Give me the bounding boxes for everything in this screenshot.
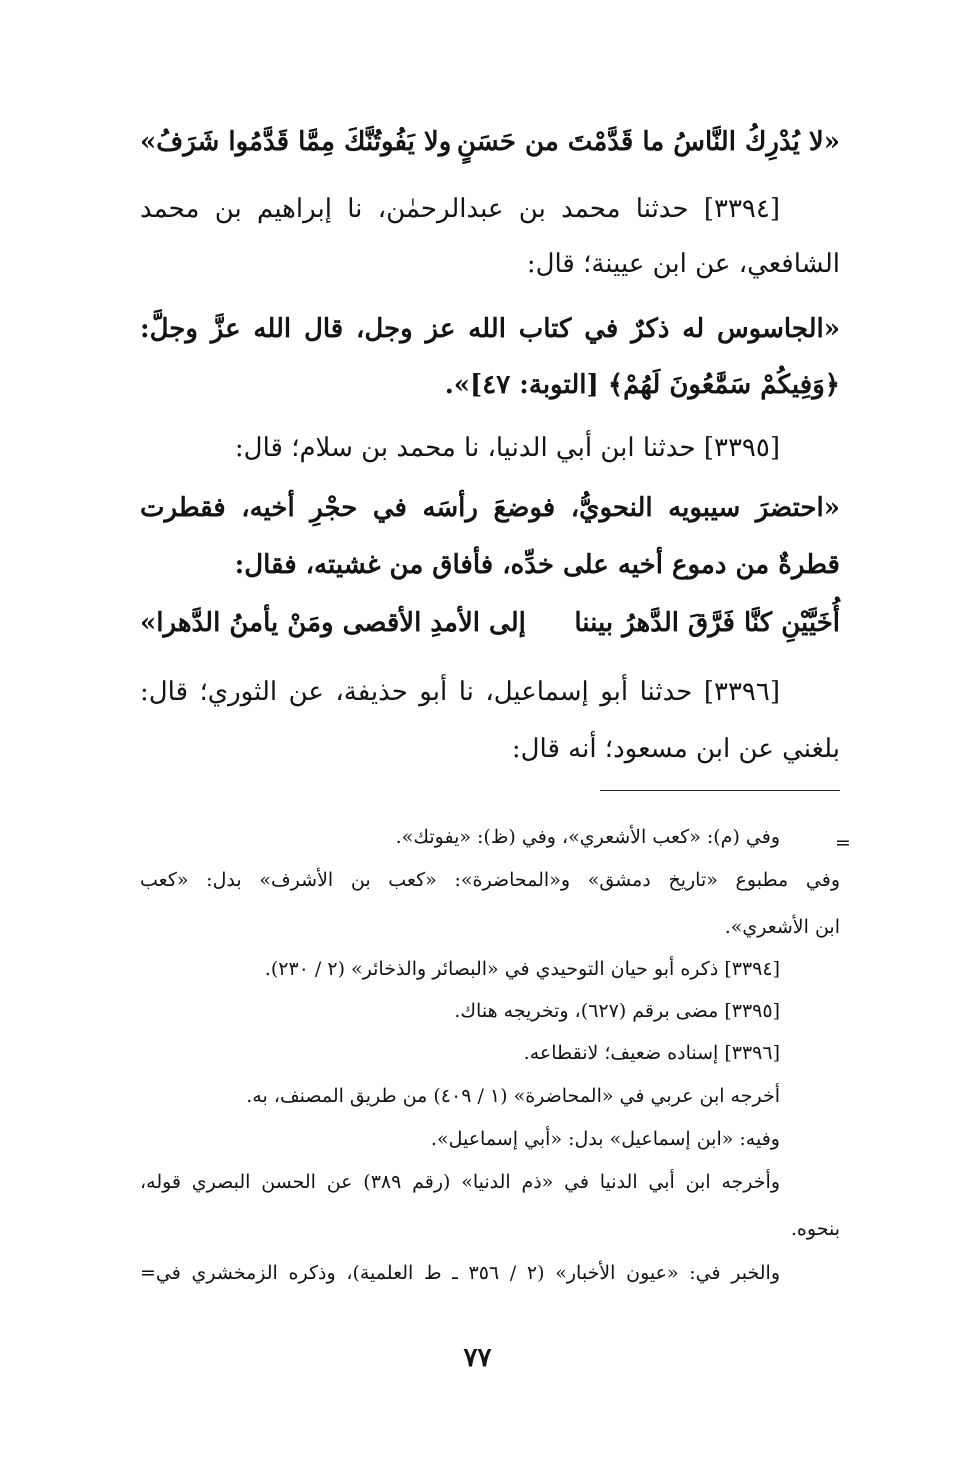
page-number: ٧٧: [463, 1343, 492, 1373]
paragraph-3395-line-1: [٣٣٩٥] حدثنا ابن أبي الدنيا، نا محمد بن سلام؛ قال:: [234, 433, 780, 463]
footnote-line: [٣٣٩٥] مضى برقم (٦٢٧)، وتخريجه هناك.: [454, 1000, 780, 1022]
footnote-line: وفي (م): «كعب الأشعري»، وفي (ظ): «يفوتك».: [395, 826, 780, 848]
footnote-line: والخبر في: «عيون الأخبار» (٢ / ٣٥٦ ـ ط العلمية)، وذكره الزمخشري في=: [140, 1262, 781, 1284]
footnote-separator: [600, 790, 840, 791]
footnote-line: [٣٣٩٦] إسناده ضعيف؛ لانقطاعه.: [523, 1042, 780, 1064]
paragraph-3396-line-1: [٣٣٩٦] حدثنا أبو إسماعيل، نا أبو حذيفة، عن الثوري؛ قال:: [140, 677, 780, 707]
paragraph-3394-line-1: [٣٣٩٤] حدثنا محمد بن عبدالرحمٰن، نا إبراهيم بن محمد: [140, 194, 780, 224]
footnote-line: وأخرجه ابن أبي الدنيا في «ذم الدنيا» (رقم ٣٨٩) عن الحسن البصري قوله،: [140, 1171, 780, 1193]
quote-3395-line-1: «احتضرَ سيبويه النحويُّ، فوضعَ رأسَه في حجْرِ أخيه، فقطرت: [140, 493, 840, 523]
verse-2-hemistich-2: إلى الأمدِ الأقصى ومَنْ يأمنُ الدَّهرا»: [140, 608, 526, 638]
footnote-continuation-mark: =: [835, 832, 851, 854]
quote-3395-line-2: قطرةٌ من دموع أخيه على خدِّه، فأفاق من غشيته، فقال:: [234, 550, 840, 580]
footnote-line: ابن الأشعري».: [724, 916, 840, 938]
paragraph-3394-line-2: الشافعي، عن ابن عيينة؛ قال:: [526, 249, 840, 279]
verse-1-hemistich-1: «لا يُدْرِكُ النَّاسُ ما قَدَّمْتَ من حَسَنٍ: [456, 127, 840, 157]
quote-3394-line-2: ﴿وَفِيكُمْ سَمَّٰعُونَ لَهُمْ﴾ [التوبة: ٤٧]».: [444, 370, 840, 400]
verse-1-hemistich-2: ولا يَفُوتُنَّكَ مِمَّا قَدَّمُوا شَرَفُ»: [140, 127, 452, 157]
footnote-line: [٣٣٩٤] ذكره أبو حيان التوحيدي في «البصائر والذخائر» (٢ / ٢٣٠).: [264, 958, 780, 980]
verse-2: [140, 603, 840, 643]
footnote-line: وفي مطبوع «تاريخ دمشق» و«المحاضرة»: «كعب بن الأشرف» بدل: «كعب: [140, 869, 840, 891]
footnote-line: وفيه: «ابن إسماعيل» بدل: «أبي إسماعيل».: [430, 1128, 780, 1150]
verse-1: [140, 122, 840, 162]
footnote-line: أخرجه ابن عربي في «المحاضرة» (١ / ٤٠٩) من طريق المصنف، به.: [246, 1085, 780, 1107]
quote-3394-line-1: «الجاسوس له ذكرٌ في كتاب الله عز وجل، قال الله عزَّ وجلَّ:: [140, 314, 840, 344]
footnote-line: بنحوه.: [790, 1218, 840, 1240]
paragraph-3396-line-2: بلغني عن ابن مسعود؛ أنه قال:: [511, 734, 840, 764]
verse-2-hemistich-1: أُخَيَّيْنِ كنَّا فَرَّقَ الدَّهرُ بيننا: [574, 608, 840, 638]
